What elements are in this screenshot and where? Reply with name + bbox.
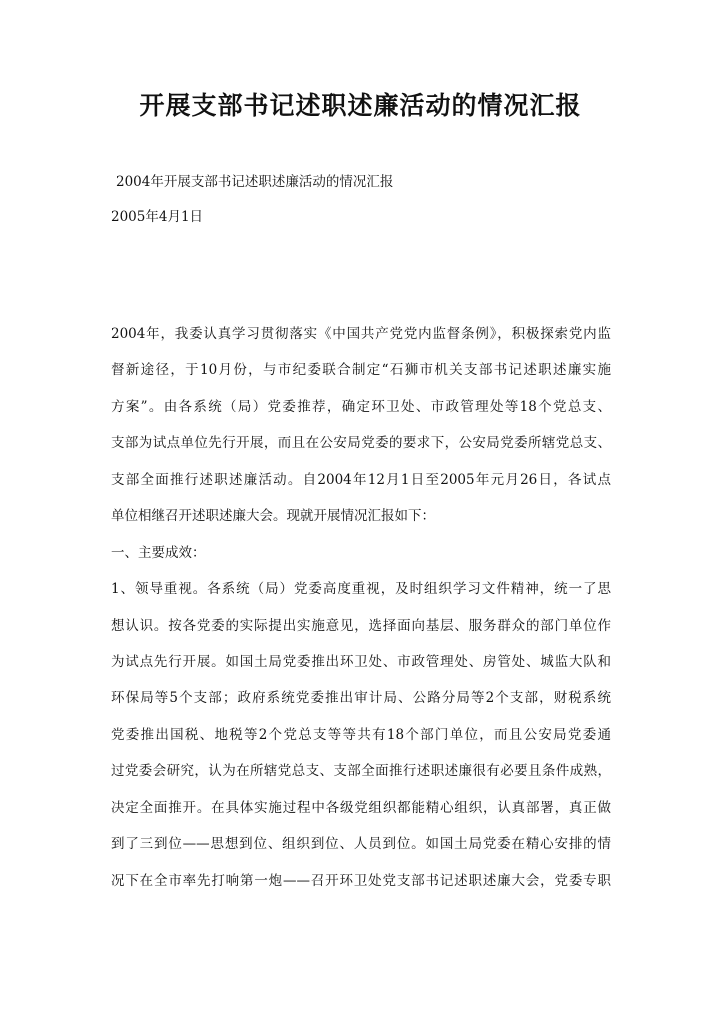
body-line: 2004年，我委认真学习贯彻落实《中国共产党党内监督条例》，积极探索党内监 [111,326,611,342]
document-date: 2005年4月1日 [111,209,204,225]
body-line: 决定全面推开。在具体实施过程中各级党组织都能精心组织，认真部署，真正做 [111,799,611,816]
document-title: 开展支部书记述职述廉活动的情况汇报 [139,91,582,120]
body-line: 支部为试点单位先行开展，而且在公安局党委的要求下，公安局党委所辖党总支、 [111,435,611,452]
document-subtitle: 2004年开展支部书记述职述廉活动的情况汇报 [116,174,394,190]
body-line: 到了三到位——思想到位、组织到位、人员到位。如国土局党委在精心安排的情 [111,836,611,853]
body-line: 为试点先行开展。如国土局党委推出环卫处、市政管理处、房管处、城监大队和 [111,653,611,670]
body-line: 1、领导重视。各系统（局）党委高度重视，及时组织学习文件精神，统一了思 [111,581,611,598]
body-line: 支部全面推行述职述廉活动。自2004年12月1日至2005年元月26日，各试点 [111,471,611,488]
section-heading: 一、主要成效： [111,544,206,561]
body-line: 督新途径，于10月份，与市纪委联合制定“石狮市机关支部书记述职述廉实施 [111,362,611,379]
body-line: 环保局等5个支部；政府系统党委推出审计局、公路分局等2个支部，财税系统 [111,690,611,707]
body-line: 况下在全市率先打响第一炮——召开环卫处党支部书记述职述廉大会，党委专职 [111,872,611,889]
document-body [111,316,611,899]
body-line: 方案”。由各系统（局）党委推荐，确定环卫处、市政管理处等18个党总支、 [111,398,611,415]
body-line: 过党委会研究，认为在所辖党总支、支部全面推行述职述廉很有必要且条件成熟， [111,763,611,780]
body-line: 单位相继召开述职述廉大会。现就开展情况汇报如下： [111,508,435,525]
body-line: 想认识。按各党委的实际提出实施意见，选择面向基层、服务群众的部门单位作 [111,617,611,634]
body-line: 党委推出国税、地税等2个党总支等等共有18个部门单位，而且公安局党委通 [111,726,611,743]
